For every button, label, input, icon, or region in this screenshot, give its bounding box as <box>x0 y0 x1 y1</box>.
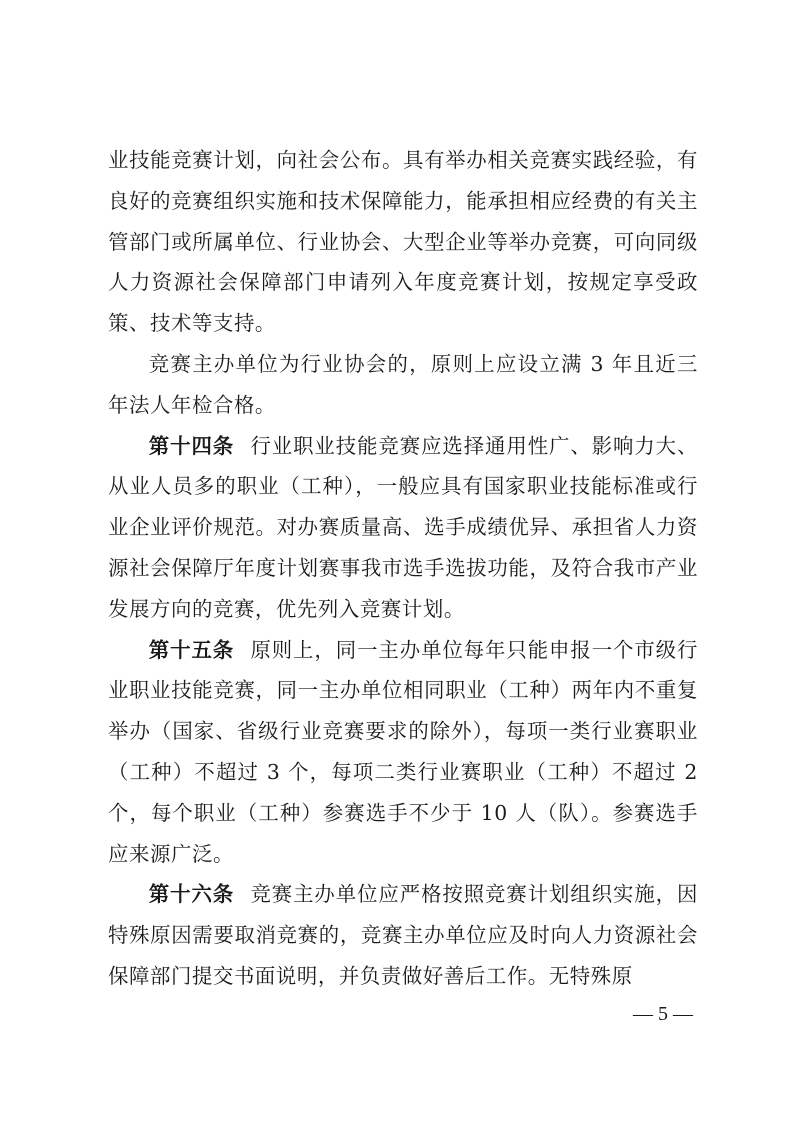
paragraph-text: 竞赛主办单位应严格按照竞赛计划组织实施，因特殊原因需要取消竞赛的，竞赛主办单位应及时向人力资源社会保障部门提交书面说明，并负责做好善后工作。无特殊原 <box>108 882 698 988</box>
paragraph-continuation <box>108 140 698 344</box>
page-number: — 5 — <box>633 1003 693 1025</box>
paragraph-article-14 <box>108 426 698 630</box>
article-label: 第十四条 <box>148 433 235 458</box>
paragraph-article-16 <box>108 874 698 996</box>
paragraph-association-requirement <box>108 344 698 426</box>
paragraph-text: 业技能竞赛计划，向社会公布。具有举办相关竞赛实践经验，有良好的竞赛组织实施和技术保障能力，能承担相应经费的有关主管部门或所属单位、行业协会、大型企业等举办竞赛，可向同级人力资源社会保障部门申请列入年度竞赛计划，按规定享受政策、技术等支持。 <box>108 148 698 336</box>
article-label: 第十六条 <box>148 882 235 907</box>
paragraph-text: 行业职业技能竞赛应选择通用性广、影响力大、从业人员多的职业（工种），一般应具有国家职业技能标准或行业企业评价规范。对办赛质量高、选手成绩优异、承担省人力资源社会保障厅年度计划赛事我市选手选拔功能，及符合我市产业发展方向的竞赛，优先列入竞赛计划。 <box>108 433 698 621</box>
document-body <box>108 140 698 997</box>
paragraph-article-15 <box>108 630 698 875</box>
paragraph-text: 原则上，同一主办单位每年只能申报一个市级行业职业技能竞赛，同一主办单位相同职业（工种）两年内不重复举办（国家、省级行业竞赛要求的除外），每项一类行业赛职业（工种）不超过 3 个，每项二类行业赛职业（工种）不超过 2 个，每个职业（工种）参赛选手不少于 10 人（队）。参赛选手应来源广泛。 <box>108 637 698 866</box>
article-label: 第十五条 <box>148 637 235 662</box>
paragraph-text: 竞赛主办单位为行业协会的，原则上应设立满 3 年且近三年法人年检合格。 <box>108 351 698 417</box>
